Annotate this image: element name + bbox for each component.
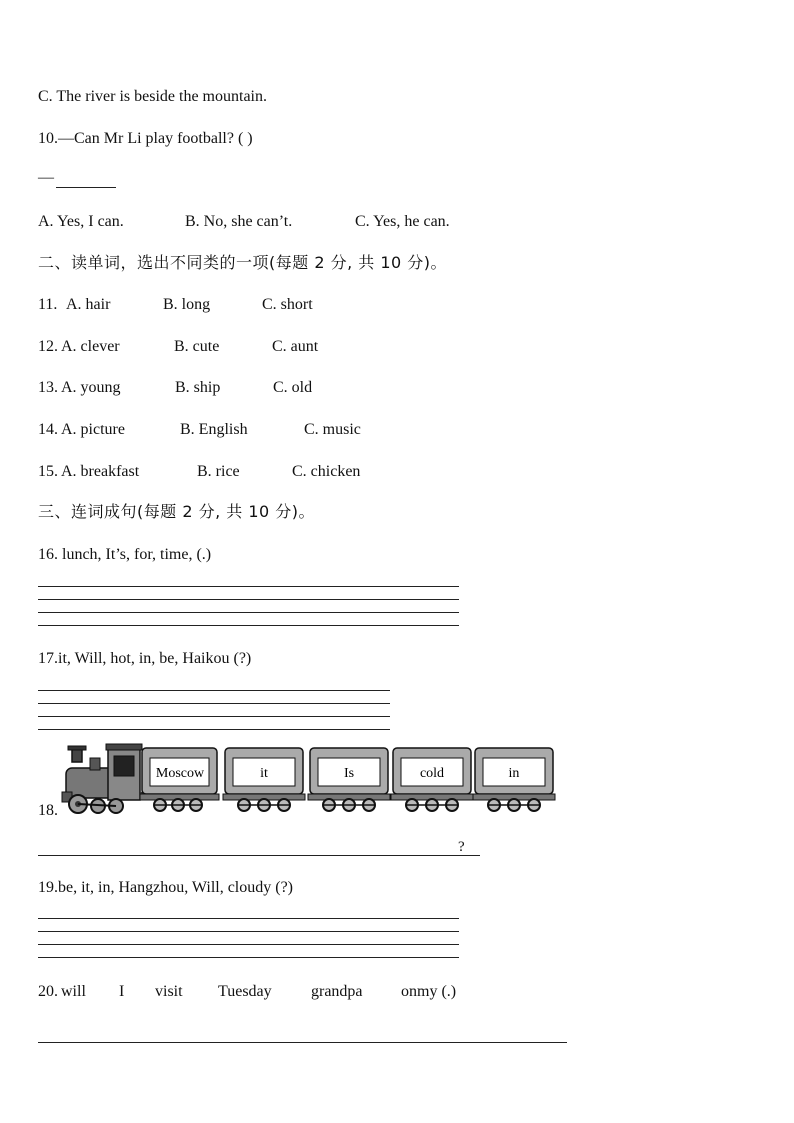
q18-end-mark: ? [458,839,465,855]
q13-option-a: A. young [61,379,121,396]
q20-word: visit [155,983,183,1000]
q14-option-a: A. picture [61,421,125,438]
train-car [473,748,555,811]
writing-line [38,716,390,717]
q20-word: grandpa [311,983,363,1000]
train-car [223,748,305,811]
q15-option-c: C. chicken [292,463,361,480]
q20-word: will [61,983,86,1000]
writing-line [38,599,459,600]
train-illustration [60,742,560,818]
train-car [140,748,219,811]
q13-option-c: C. old [273,379,313,396]
locomotive-icon [62,744,146,813]
q14-number: 14. [38,421,58,438]
writing-line [38,612,459,613]
car-word-moscow: Moscow [155,766,205,781]
q11-option-c: C. short [262,296,313,313]
q20-word: Tuesday [218,983,272,1000]
q10-option-c: C. Yes, he can. [355,213,450,230]
writing-line [38,931,459,932]
writing-line [38,729,390,730]
car-word-it: it [260,766,268,781]
q12-option-a: A. clever [61,338,120,355]
writing-line [38,586,459,587]
q12-option-b: B. cute [174,338,220,355]
q10-option-b: B. No, she can’t. [185,213,293,230]
car-word-is: Is [343,766,355,781]
q10-option-a: A. Yes, I can. [38,213,124,230]
writing-line [38,918,459,919]
q18-answer-line[interactable] [38,855,480,856]
car-word-in: in [508,766,520,781]
q10-question: 10.—Can Mr Li play football? ( ) [38,130,253,147]
car-word-cold: cold [419,766,445,781]
section2-title: 二、读单词，选出不同类的一项(每题 2 分, 共 10 分)。 [38,253,448,272]
q13-option-b: B. ship [175,379,221,396]
writing-line [38,703,390,704]
train-car [308,748,390,811]
q11-option-a: A. hair [66,296,111,313]
writing-line [38,625,459,626]
train-car [391,748,473,811]
q18-number: 18. [38,802,58,819]
q20-word: onmy (.) [401,983,457,1000]
section3-title: 三、连词成句(每题 2 分, 共 10 分)。 [38,502,316,521]
q11-option-b: B. long [163,296,211,313]
q16-prompt: 16. lunch, It’s, for, time, (.) [38,546,212,563]
q15-option-a: A. breakfast [61,463,140,480]
q11-number: 11. [38,296,58,313]
writing-line [38,690,390,691]
q15-option-b: B. rice [197,463,240,480]
q10-answer-prefix: — [38,169,54,186]
q10-answer-blank[interactable] [56,187,116,188]
q19-prompt: 19.be, it, in, Hangzhou, Will, cloudy (?) [38,879,294,896]
q20-answer-line[interactable] [38,1042,567,1043]
writing-line [38,944,459,945]
q17-prompt: 17.it, Will, hot, in, be, Haikou (?) [38,650,252,667]
q12-number: 12. [38,338,58,355]
q20-word: I [119,983,125,1000]
q13-number: 13. [38,379,58,396]
q9-option-c: C. The river is beside the mountain. [38,88,267,105]
q14-option-b: B. English [180,421,248,438]
q15-number: 15. [38,463,58,480]
q20-number: 20. [38,983,58,1000]
q12-option-c: C. aunt [272,338,319,355]
writing-line [38,957,459,958]
q14-option-c: C. music [304,421,361,438]
